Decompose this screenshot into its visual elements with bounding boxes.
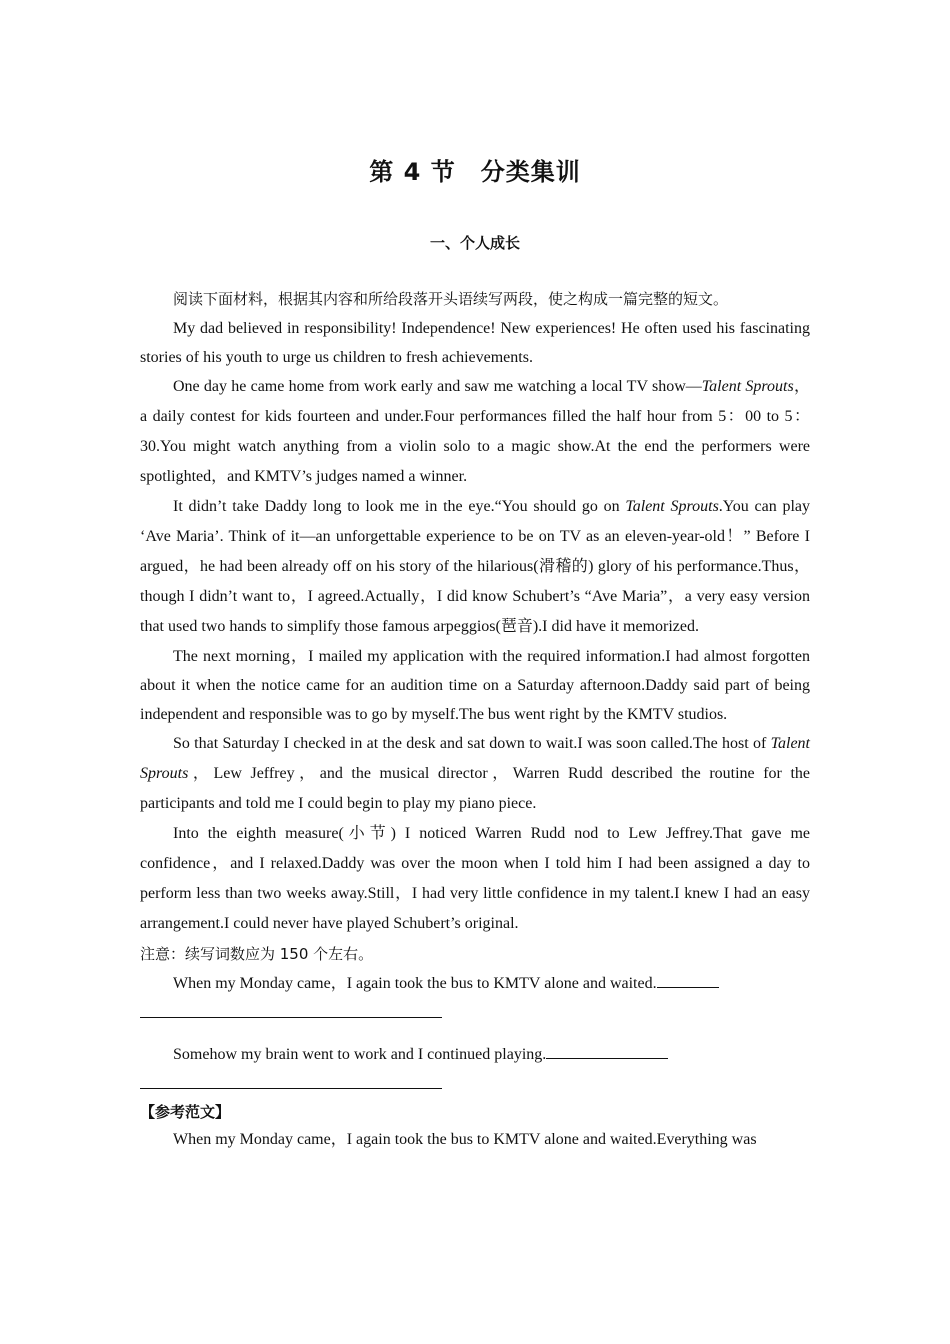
reference-paragraph: When my Monday came，I again took the bus to KMTV alone and waited.Everything was xyxy=(173,1131,757,1148)
show-title-italic: Talent Sprouts xyxy=(701,378,794,395)
paragraph-5 xyxy=(140,729,810,819)
show-title-italic: Talent Sprouts xyxy=(625,498,719,515)
paragraph-2 xyxy=(140,372,810,492)
paragraph-3 xyxy=(140,492,810,642)
word-count-note: 注意：续写词数应为 150 个左右。 xyxy=(140,945,374,963)
continuation-prompt-1 xyxy=(140,969,810,999)
reference-header: 【参考范文】 xyxy=(140,1103,231,1121)
document-body xyxy=(140,285,810,1155)
section-subtitle: 一、个人成长 xyxy=(429,234,520,252)
instruction-text: 阅读下面材料，根据其内容和所给段落开头语续写两段，使之构成一篇完整的短文。 xyxy=(173,290,729,308)
show-title-italic: Talent Sprouts xyxy=(140,735,810,782)
section-title: 第 4 节 分类集训 xyxy=(369,158,581,186)
paragraph-3-text-a: It didn’t take Daddy long to look me in the eye.“You should go on xyxy=(173,498,626,515)
paragraph-6: Into the eighth measure(小节) I noticed Warren Rudd nod to Lew Jeffrey.That gave me confidence，and I relaxed.Daddy was over the moon when I told him I had been assigned a day to perform less than two weeks away.Still，I had very little confidence in my talent.I knew I had an easy arrangement.I could never have played Schubert’s original. xyxy=(140,825,810,932)
paragraph-3-text-b: .You can play ‘Ave Maria’. Think of it—an unforgettable experience to be on TV as an eleven-year-old！” Before I argued，he had been already off on his story of the hilarious(滑稽的) glory of his performance.Thus，though I didn’t want to，I agreed.Actually，I did know Schubert’s “Ave Maria”，a very easy version that used two hands to simplify those famous arpeggios(琶音).I did have it memorized. xyxy=(140,498,810,635)
answer-blank-inline-1[interactable] xyxy=(657,973,719,988)
paragraph-5-text-b: ，Lew Jeffrey，and the musical director，Warren Rudd described the routine for the participants and told me I could begin to play my piano piece. xyxy=(140,765,810,812)
prompt-2-text: Somehow my brain went to work and I continued playing. xyxy=(173,1046,547,1063)
continuation-prompt-2 xyxy=(140,1040,810,1070)
answer-blank-inline-2[interactable] xyxy=(546,1044,668,1059)
paragraph-2-text-b: ，a daily contest for kids fourteen and under.Four performances filled the half hour from 5：00 to 5：30.You might watch anything from a violin solo to a magic show.At the end the performers were spotlighted，and KMTV’s judges named a winner. xyxy=(140,378,811,485)
paragraph-1: My dad believed in responsibility! Independence! New experiences! He often used his fascinating stories of his youth to urge us children to fresh achievements. xyxy=(140,320,810,366)
paragraph-5-text-a: So that Saturday I checked in at the desk and sat down to wait.I was soon called.The host of xyxy=(173,735,771,752)
paragraph-4: The next morning，I mailed my application with the required information.I had almost forgotten about it when the notice came for an audition time on a Saturday afternoon.Daddy said part of being independent and responsible was to go by myself.The bus went right by the KMTV studios. xyxy=(140,648,810,723)
prompt-1-text: When my Monday came，I again took the bus to KMTV alone and waited. xyxy=(173,975,657,992)
paragraph-2-text-a: One day he came home from work early and saw me watching a local TV show— xyxy=(173,378,702,395)
answer-line-2[interactable] xyxy=(140,1088,442,1089)
